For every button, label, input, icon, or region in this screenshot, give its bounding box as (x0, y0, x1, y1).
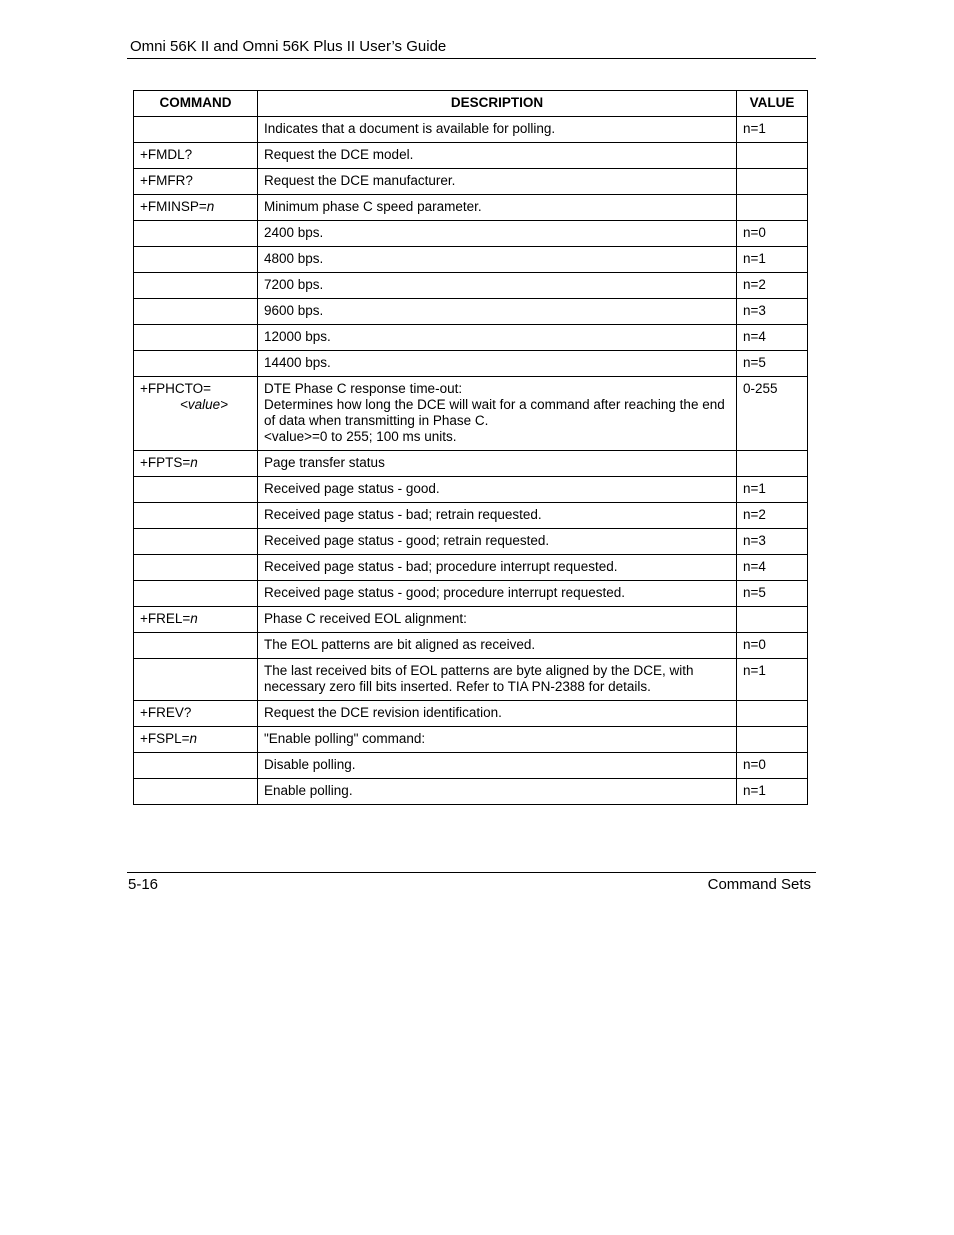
description-text: Received page status - bad; retrain requested. (264, 507, 542, 522)
column-header-description: DESCRIPTION (258, 91, 737, 117)
description-text: Request the DCE manufacturer. (264, 173, 456, 188)
description-cell (258, 779, 737, 805)
description-text: 4800 bps. (264, 251, 324, 266)
value-cell: n=0 (737, 633, 808, 659)
command-cell (134, 607, 258, 633)
description-text: The EOL patterns are bit aligned as received. (264, 637, 536, 652)
description-cell (258, 477, 737, 503)
command-cell (134, 377, 258, 451)
description-cell (258, 529, 737, 555)
command-text: +FMDL? (140, 147, 193, 162)
table-row (134, 143, 808, 169)
description-text: Determines how long the DCE will wait for a command after reaching the end of data when transmitting in Phase C. (264, 397, 725, 428)
command-table (133, 90, 808, 805)
table-row (134, 581, 808, 607)
value-cell: n=1 (737, 659, 808, 701)
value-cell: n=0 (737, 753, 808, 779)
description-text: Request the DCE revision identification. (264, 705, 502, 720)
description-cell (258, 273, 737, 299)
value-cell: n=4 (737, 325, 808, 351)
command-cell (134, 555, 258, 581)
value-cell: n=2 (737, 503, 808, 529)
command-cell (134, 753, 258, 779)
table-header-row (134, 91, 808, 117)
value-cell (737, 701, 808, 727)
description-cell (258, 143, 737, 169)
table-row (134, 701, 808, 727)
value-cell: n=5 (737, 351, 808, 377)
description-cell (258, 701, 737, 727)
description-cell (258, 377, 737, 451)
description-cell (258, 169, 737, 195)
table-row (134, 727, 808, 753)
table-row (134, 117, 808, 143)
description-cell (258, 325, 737, 351)
table-row (134, 503, 808, 529)
description-cell (258, 247, 737, 273)
page-header (127, 36, 816, 59)
table-row (134, 633, 808, 659)
value-cell: n=2 (737, 273, 808, 299)
command-cell (134, 143, 258, 169)
description-text: Page transfer status (264, 455, 385, 470)
command-cell (134, 221, 258, 247)
description-text: DTE Phase C response time-out: (264, 381, 463, 396)
command-argument: n (206, 199, 215, 214)
description-text: Received page status - good; retrain requested. (264, 533, 550, 548)
description-cell (258, 633, 737, 659)
description-text: <value>=0 to 255; 100 ms units. (264, 429, 457, 444)
description-cell (258, 351, 737, 377)
value-cell: n=4 (737, 555, 808, 581)
section-name: Command Sets (707, 876, 811, 893)
command-cell (134, 779, 258, 805)
command-cell (134, 477, 258, 503)
description-text: "Enable polling" command: (264, 731, 426, 746)
description-text: Received page status - bad; procedure interrupt requested. (264, 559, 618, 574)
value-cell: n=1 (737, 117, 808, 143)
table-body (134, 117, 808, 805)
command-text: +FSPL= (140, 731, 190, 746)
table-row (134, 273, 808, 299)
command-cell (134, 503, 258, 529)
command-cell (134, 325, 258, 351)
command-text: +FREV? (140, 705, 192, 720)
command-cell (134, 351, 258, 377)
value-cell (737, 451, 808, 477)
description-cell (258, 221, 737, 247)
table-row (134, 607, 808, 633)
description-cell (258, 117, 737, 143)
description-cell (258, 299, 737, 325)
description-cell (258, 555, 737, 581)
command-cell (134, 701, 258, 727)
description-text: 14400 bps. (264, 355, 331, 370)
table-row (134, 451, 808, 477)
table-row (134, 299, 808, 325)
command-cell (134, 633, 258, 659)
command-cell (134, 529, 258, 555)
table-row (134, 477, 808, 503)
description-text: Indicates that a document is available for polling. (264, 121, 556, 136)
command-cell (134, 169, 258, 195)
value-cell: n=3 (737, 529, 808, 555)
command-text: +FPTS= (140, 455, 191, 470)
table-row (134, 377, 808, 451)
description-cell (258, 195, 737, 221)
command-cell (134, 273, 258, 299)
command-text: +FMFR? (140, 173, 193, 188)
table-row (134, 753, 808, 779)
page-number: 5-16 (128, 876, 159, 893)
value-cell (737, 143, 808, 169)
description-text: Minimum phase C speed parameter. (264, 199, 482, 214)
column-header-value: VALUE (737, 91, 808, 117)
command-argument: <value> (180, 397, 229, 412)
command-cell (134, 581, 258, 607)
value-cell: n=1 (737, 477, 808, 503)
command-argument: n (189, 731, 198, 746)
description-text: Disable polling. (264, 757, 356, 772)
table-row (134, 659, 808, 701)
description-text: 7200 bps. (264, 277, 324, 292)
table-row (134, 247, 808, 273)
table-row (134, 195, 808, 221)
command-argument: n (190, 455, 198, 470)
description-text: Received page status - good; procedure interrupt requested. (264, 585, 625, 600)
table-row (134, 529, 808, 555)
table-row (134, 779, 808, 805)
value-cell: n=1 (737, 247, 808, 273)
command-text: +FPHCTO= (140, 381, 212, 396)
description-text: 2400 bps. (264, 225, 324, 240)
command-argument: n (190, 611, 198, 626)
table-row (134, 221, 808, 247)
description-cell (258, 607, 737, 633)
value-cell (737, 169, 808, 195)
value-cell (737, 195, 808, 221)
description-text: Enable polling. (264, 783, 353, 798)
value-cell: 0-255 (737, 377, 808, 451)
description-text: Phase C received EOL alignment: (264, 611, 467, 626)
description-text: 12000 bps. (264, 329, 331, 344)
value-cell (737, 607, 808, 633)
command-cell (134, 195, 258, 221)
description-text: 9600 bps. (264, 303, 324, 318)
command-cell (134, 659, 258, 701)
command-text: +FMINSP= (140, 199, 207, 214)
description-text: Received page status - good. (264, 481, 440, 496)
description-cell (258, 727, 737, 753)
description-cell (258, 503, 737, 529)
table-row (134, 351, 808, 377)
command-cell (134, 299, 258, 325)
table-row (134, 169, 808, 195)
page-footer (127, 872, 816, 895)
value-cell: n=0 (737, 221, 808, 247)
description-text: The last received bits of EOL patterns are byte aligned by the DCE, with necessary zero fill bits inserted. Refer to TIA PN-2388 for details. (264, 663, 694, 694)
description-cell (258, 451, 737, 477)
description-cell (258, 659, 737, 701)
value-cell: n=3 (737, 299, 808, 325)
command-cell (134, 117, 258, 143)
value-cell: n=1 (737, 779, 808, 805)
table-row (134, 325, 808, 351)
command-cell (134, 727, 258, 753)
command-cell (134, 247, 258, 273)
column-header-command: COMMAND (134, 91, 258, 117)
guide-title: Omni 56K II and Omni 56K Plus II User’s Guide (130, 38, 447, 55)
command-text: +FREL= (140, 611, 191, 626)
value-cell (737, 727, 808, 753)
table-row (134, 555, 808, 581)
description-text: Request the DCE model. (264, 147, 414, 162)
description-cell (258, 581, 737, 607)
command-cell (134, 451, 258, 477)
description-cell (258, 753, 737, 779)
value-cell: n=5 (737, 581, 808, 607)
